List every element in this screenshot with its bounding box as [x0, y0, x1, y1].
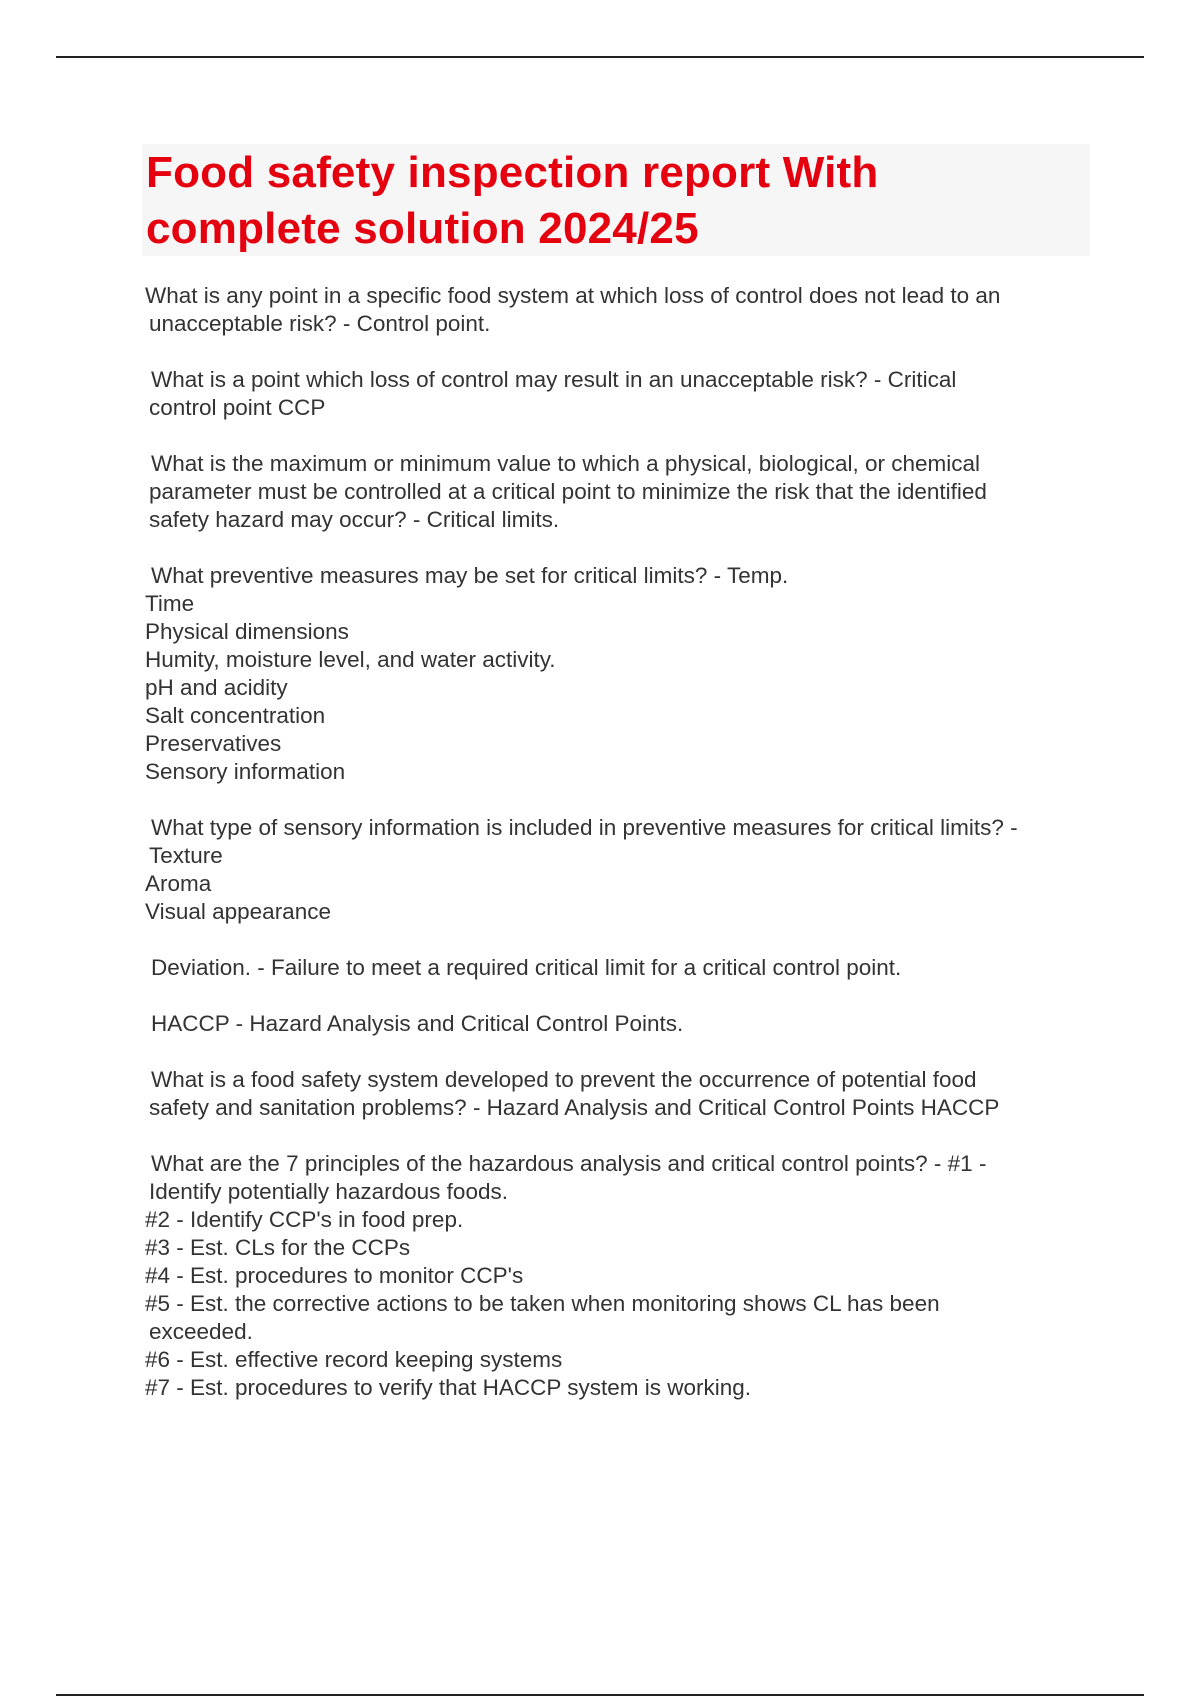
entry-line: Humity, moisture level, and water activity. — [145, 647, 556, 672]
entry-line: What type of sensory information is included in preventive measures for critical limits? - — [151, 815, 1018, 840]
entry-line: #6 - Est. effective record keeping systems — [145, 1347, 563, 1372]
qa-entry — [145, 282, 1085, 338]
entry-line: exceeded. — [149, 1319, 253, 1344]
entry-line: Deviation. - Failure to meet a required critical limit for a critical control point. — [151, 955, 902, 980]
entry-line: What is a food safety system developed to prevent the occurrence of potential food — [151, 1067, 977, 1092]
entry-line: What preventive measures may be set for critical limits? - Temp. — [151, 563, 789, 588]
entry-line: What is any point in a specific food system at which loss of control does not lead to an — [145, 283, 1001, 308]
entry-line: Salt concentration — [145, 703, 326, 728]
entry-line: What is the maximum or minimum value to which a physical, biological, or chemical — [151, 451, 981, 476]
entry-line: Texture — [149, 843, 223, 868]
title-line-1: Food safety inspection report With — [146, 148, 879, 197]
entry-line: #4 - Est. procedures to monitor CCP's — [145, 1263, 524, 1288]
entry-line: HACCP - Hazard Analysis and Critical Control Points. — [151, 1011, 684, 1036]
qa-entry — [145, 366, 1085, 422]
entry-line: #3 - Est. CLs for the CCPs — [145, 1235, 411, 1260]
entry-line: Visual appearance — [145, 899, 331, 924]
entry-line: safety and sanitation problems? - Hazard Analysis and Critical Control Points HACCP — [149, 1095, 1000, 1120]
entry-line: What are the 7 principles of the hazardous analysis and critical control points? - #1 - — [151, 1151, 987, 1176]
entry-line: Sensory information — [145, 759, 346, 784]
entry-line: parameter must be controlled at a critical point to minimize the risk that the identified — [149, 479, 987, 504]
document-title — [146, 145, 1076, 257]
entry-line: #2 - Identify CCP's in food prep. — [145, 1207, 464, 1232]
entry-line: pH and acidity — [145, 675, 288, 700]
footer-rule — [56, 1694, 1144, 1696]
entry-line: unacceptable risk? - Control point. — [149, 311, 491, 336]
qa-entry — [145, 1150, 1085, 1402]
entry-line: #5 - Est. the corrective actions to be taken when monitoring shows CL has been — [145, 1291, 940, 1316]
entry-line: Physical dimensions — [145, 619, 349, 644]
entry-line: safety hazard may occur? - Critical limits. — [149, 507, 560, 532]
entry-line: Identify potentially hazardous foods. — [149, 1179, 508, 1204]
entry-line: What is a point which loss of control may result in an unacceptable risk? - Critical — [151, 367, 957, 392]
header-rule — [56, 56, 1144, 58]
qa-entry — [145, 450, 1085, 534]
entry-line: Time — [145, 591, 195, 616]
qa-entry — [145, 1066, 1085, 1122]
document-body — [145, 282, 1085, 1430]
qa-entry — [145, 1010, 1085, 1038]
title-line-2: complete solution 2024/25 — [146, 204, 699, 253]
qa-entry — [145, 814, 1085, 926]
qa-entry — [145, 954, 1085, 982]
entry-line: control point CCP — [149, 395, 326, 420]
qa-entry — [145, 562, 1085, 786]
entry-line: Aroma — [145, 871, 212, 896]
entry-line: #7 - Est. procedures to verify that HACCP system is working. — [145, 1375, 752, 1400]
entry-line: Preservatives — [145, 731, 282, 756]
